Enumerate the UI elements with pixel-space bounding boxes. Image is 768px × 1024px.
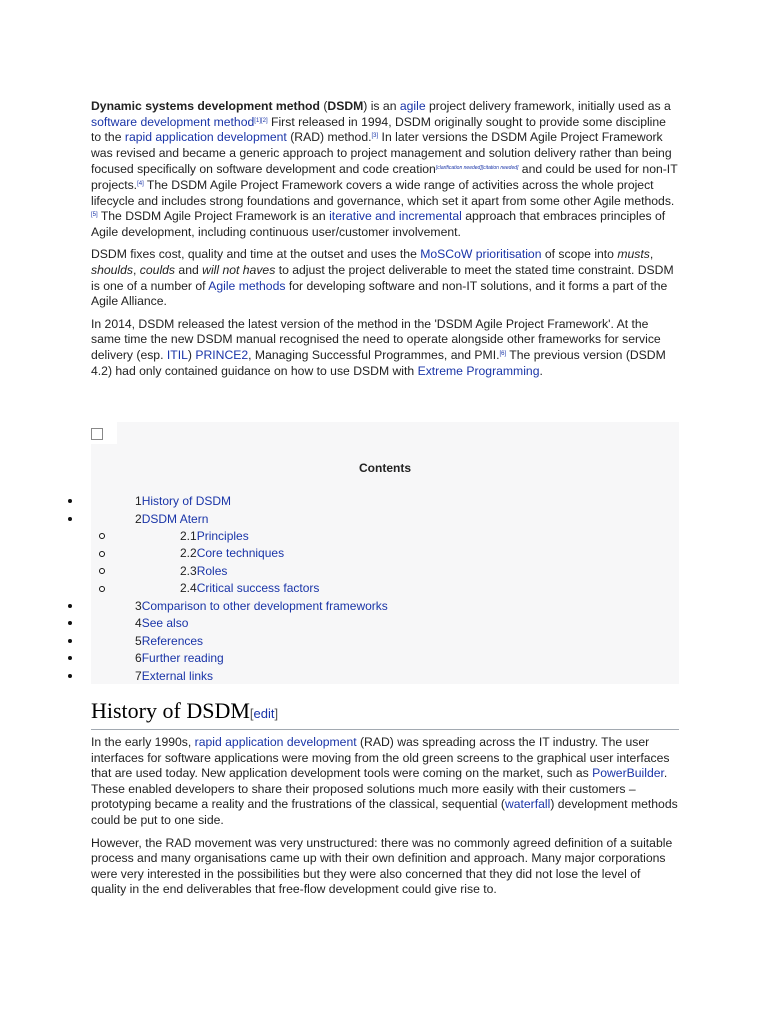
text: DSDM fixes cost, quality and time at the outset and uses the — [91, 247, 421, 262]
toc-item-core-techniques[interactable] — [180, 546, 284, 560]
toc-item-see-also[interactable] — [135, 616, 188, 630]
toc-link[interactable]: Principles — [196, 529, 249, 543]
toc-number: 7 — [135, 669, 142, 683]
link-powerbuilder[interactable]: PowerBuilder — [592, 766, 664, 781]
link-agile-methods[interactable]: Agile methods — [208, 278, 286, 293]
text: In later versions the DSDM Agile Project Framework was revised and became a generic approach to project management and solution delivery rather than being focused specifically on software development and code creation — [91, 130, 672, 177]
link-itil[interactable]: ITIL — [166, 347, 188, 362]
toc-link[interactable]: See also — [141, 616, 189, 630]
ref-3[interactable]: [3] — [371, 133, 379, 140]
ref-5[interactable]: [5] — [91, 212, 98, 219]
text: The DSDM Agile Project Framework covers a wide range of activities across the whole project lifecycle and includes strong foundations and governance, which set it apart from some other Agile methods. — [91, 177, 675, 208]
text: ) development methods could be put to one side. — [91, 797, 678, 827]
toc-toggle-checkbox[interactable] — [91, 428, 103, 440]
text: The DSDM Agile Project Framework is an — [97, 209, 330, 224]
text: . These enabled developers to share their proposed solutions much more easily with their customers – prototyping became a reality and the frustrations of the classical, sequential ( — [91, 766, 668, 812]
clarification-needed[interactable]: [clarification needed] — [435, 165, 482, 172]
link-rad[interactable]: rapid application development — [124, 130, 287, 145]
toc-link[interactable]: Comparison to other development frameworks — [141, 599, 388, 613]
text: In the early 1990s, — [91, 735, 195, 749]
history-paragraph-2: However, the RAD movement was very unstructured: there was no commonly agreed definition of a suitable process and many organisations came up with their own definition and approach. Many major corporations were very interested in the possibilities but they were also concerned that they did not lose the level of quality in the end deliverables that free-flow development could give rise to. — [91, 835, 673, 897]
ref-1-2[interactable]: [1][2] — [254, 117, 268, 124]
toc-link[interactable]: History of DSDM — [141, 494, 232, 508]
toc-number: 1 — [135, 494, 142, 508]
text: ) is an — [363, 99, 400, 113]
toc-item-critical-success-factors[interactable] — [180, 581, 319, 595]
italic-text: coulds — [139, 262, 176, 277]
toc-number: 6 — [135, 651, 142, 665]
toc-number: 5 — [135, 634, 142, 648]
toc-number: 2.4 — [180, 581, 197, 595]
toc-item-references[interactable] — [135, 634, 203, 648]
bullet-icon — [68, 621, 72, 625]
text: First released in 1994, DSDM originally sought to provide some discipline to the — [91, 114, 666, 145]
circle-bullet-icon — [99, 551, 105, 557]
bullet-icon — [68, 604, 72, 608]
link-waterfall[interactable]: waterfall — [504, 797, 551, 812]
bullet-icon — [68, 517, 72, 521]
toc-item-history[interactable] — [135, 494, 231, 508]
toc-link[interactable]: References — [141, 634, 204, 648]
history-section — [91, 735, 679, 905]
bullet-icon — [68, 499, 72, 503]
text: ) — [187, 347, 196, 362]
toc-title: Contents — [359, 461, 411, 475]
intro-paragraph-2 — [91, 247, 679, 309]
circle-bullet-icon — [99, 568, 105, 574]
edit-bracket: [ — [249, 706, 254, 721]
text: of scope into — [541, 247, 618, 262]
text: for developing software and non-IT solutions, and it forms a part of the Agile Alliance. — [91, 278, 668, 309]
toc-number: 2.1 — [180, 529, 197, 543]
toc-item-dsdm-atern[interactable] — [135, 512, 208, 526]
article-body — [91, 99, 679, 386]
edit-link[interactable]: edit — [253, 706, 275, 721]
text: ( — [319, 99, 328, 113]
ref-6[interactable]: [6] — [499, 350, 507, 357]
history-paragraph-1 — [91, 735, 679, 829]
toc-number: 2.2 — [180, 546, 197, 560]
italic-text: shoulds — [91, 262, 134, 277]
toc-item-further-reading[interactable] — [135, 651, 224, 665]
heading-text: History of DSDM — [91, 698, 250, 723]
text: , Managing Successful Programmes, and PMI. — [248, 347, 500, 362]
toc-link[interactable]: External links — [141, 669, 214, 683]
toc-item-roles[interactable] — [180, 564, 227, 578]
text: to adjust the project deliverable to meet the stated time constraint. DSDM is one of a number of — [91, 262, 674, 293]
italic-text: will not haves — [202, 262, 276, 277]
text: project delivery framework, initially used as a — [425, 99, 671, 113]
text: . — [539, 363, 543, 378]
toc-item-principles[interactable] — [180, 529, 249, 543]
circle-bullet-icon — [99, 586, 105, 592]
bullet-icon — [68, 674, 72, 678]
text: (RAD) method. — [286, 130, 372, 145]
link-software-development-method[interactable]: software development method — [91, 114, 255, 129]
bullet-icon — [68, 656, 72, 660]
toc-number: 3 — [135, 599, 142, 613]
text: (RAD) was spreading across the IT industry. The user interfaces for software applications were moving from the old green screens to the graphical user interfaces that are used today. New application development tools were coming on the market, such as — [91, 735, 670, 781]
circle-bullet-icon — [99, 533, 105, 539]
bullet-icon — [68, 639, 72, 643]
ref-4[interactable]: [4] — [137, 180, 144, 187]
link-agile[interactable]: agile — [399, 99, 426, 113]
text: and — [175, 262, 203, 277]
citation-needed[interactable]: [citation needed] — [481, 165, 519, 172]
toc-number: 4 — [135, 616, 142, 630]
section-heading-history — [91, 697, 679, 730]
intro-paragraph-3 — [91, 317, 679, 379]
italic-text: musts — [617, 247, 650, 262]
text: , — [649, 247, 654, 262]
link-moscow[interactable]: MoSCoW prioritisation — [420, 247, 542, 262]
text: In 2014, DSDM released the latest version of the method in the 'DSDM Agile Project Framework'. At the same time the new DSDM manual recognised the need to operate alongside other frameworks for service delivery (esp. — [91, 316, 661, 362]
toc-link[interactable]: Critical success factors — [196, 581, 320, 595]
text: approach that embraces principles of Agile development, including continuous user/customer involvement. — [91, 209, 666, 239]
toc-number: 2.3 — [180, 564, 197, 578]
text: The previous version (DSDM 4.2) had only contained guidance on how to use DSDM with — [91, 347, 666, 378]
link-rad[interactable]: rapid application development — [194, 735, 357, 749]
term-bold: Dynamic systems development method — [91, 99, 320, 113]
toc-link[interactable]: Further reading — [141, 651, 224, 665]
abbr-bold: DSDM — [327, 99, 364, 113]
toc-link[interactable]: DSDM Atern — [141, 512, 209, 526]
toc-number: 2 — [135, 512, 142, 526]
toc-item-external-links[interactable] — [135, 669, 213, 683]
toc-item-comparison[interactable] — [135, 599, 388, 613]
link-prince2[interactable]: PRINCE2 — [195, 347, 249, 362]
toc-link[interactable]: Roles — [196, 564, 228, 578]
intro-paragraph-1 — [91, 99, 679, 240]
link-extreme-programming[interactable]: Extreme Programming — [417, 363, 540, 378]
text: and could be used for non-IT projects. — [91, 162, 678, 192]
link-iterative-incremental[interactable]: iterative and incremental — [329, 209, 462, 224]
text: , — [133, 262, 140, 277]
edit-bracket: ] — [274, 706, 279, 721]
toc-link[interactable]: Core techniques — [196, 546, 285, 560]
